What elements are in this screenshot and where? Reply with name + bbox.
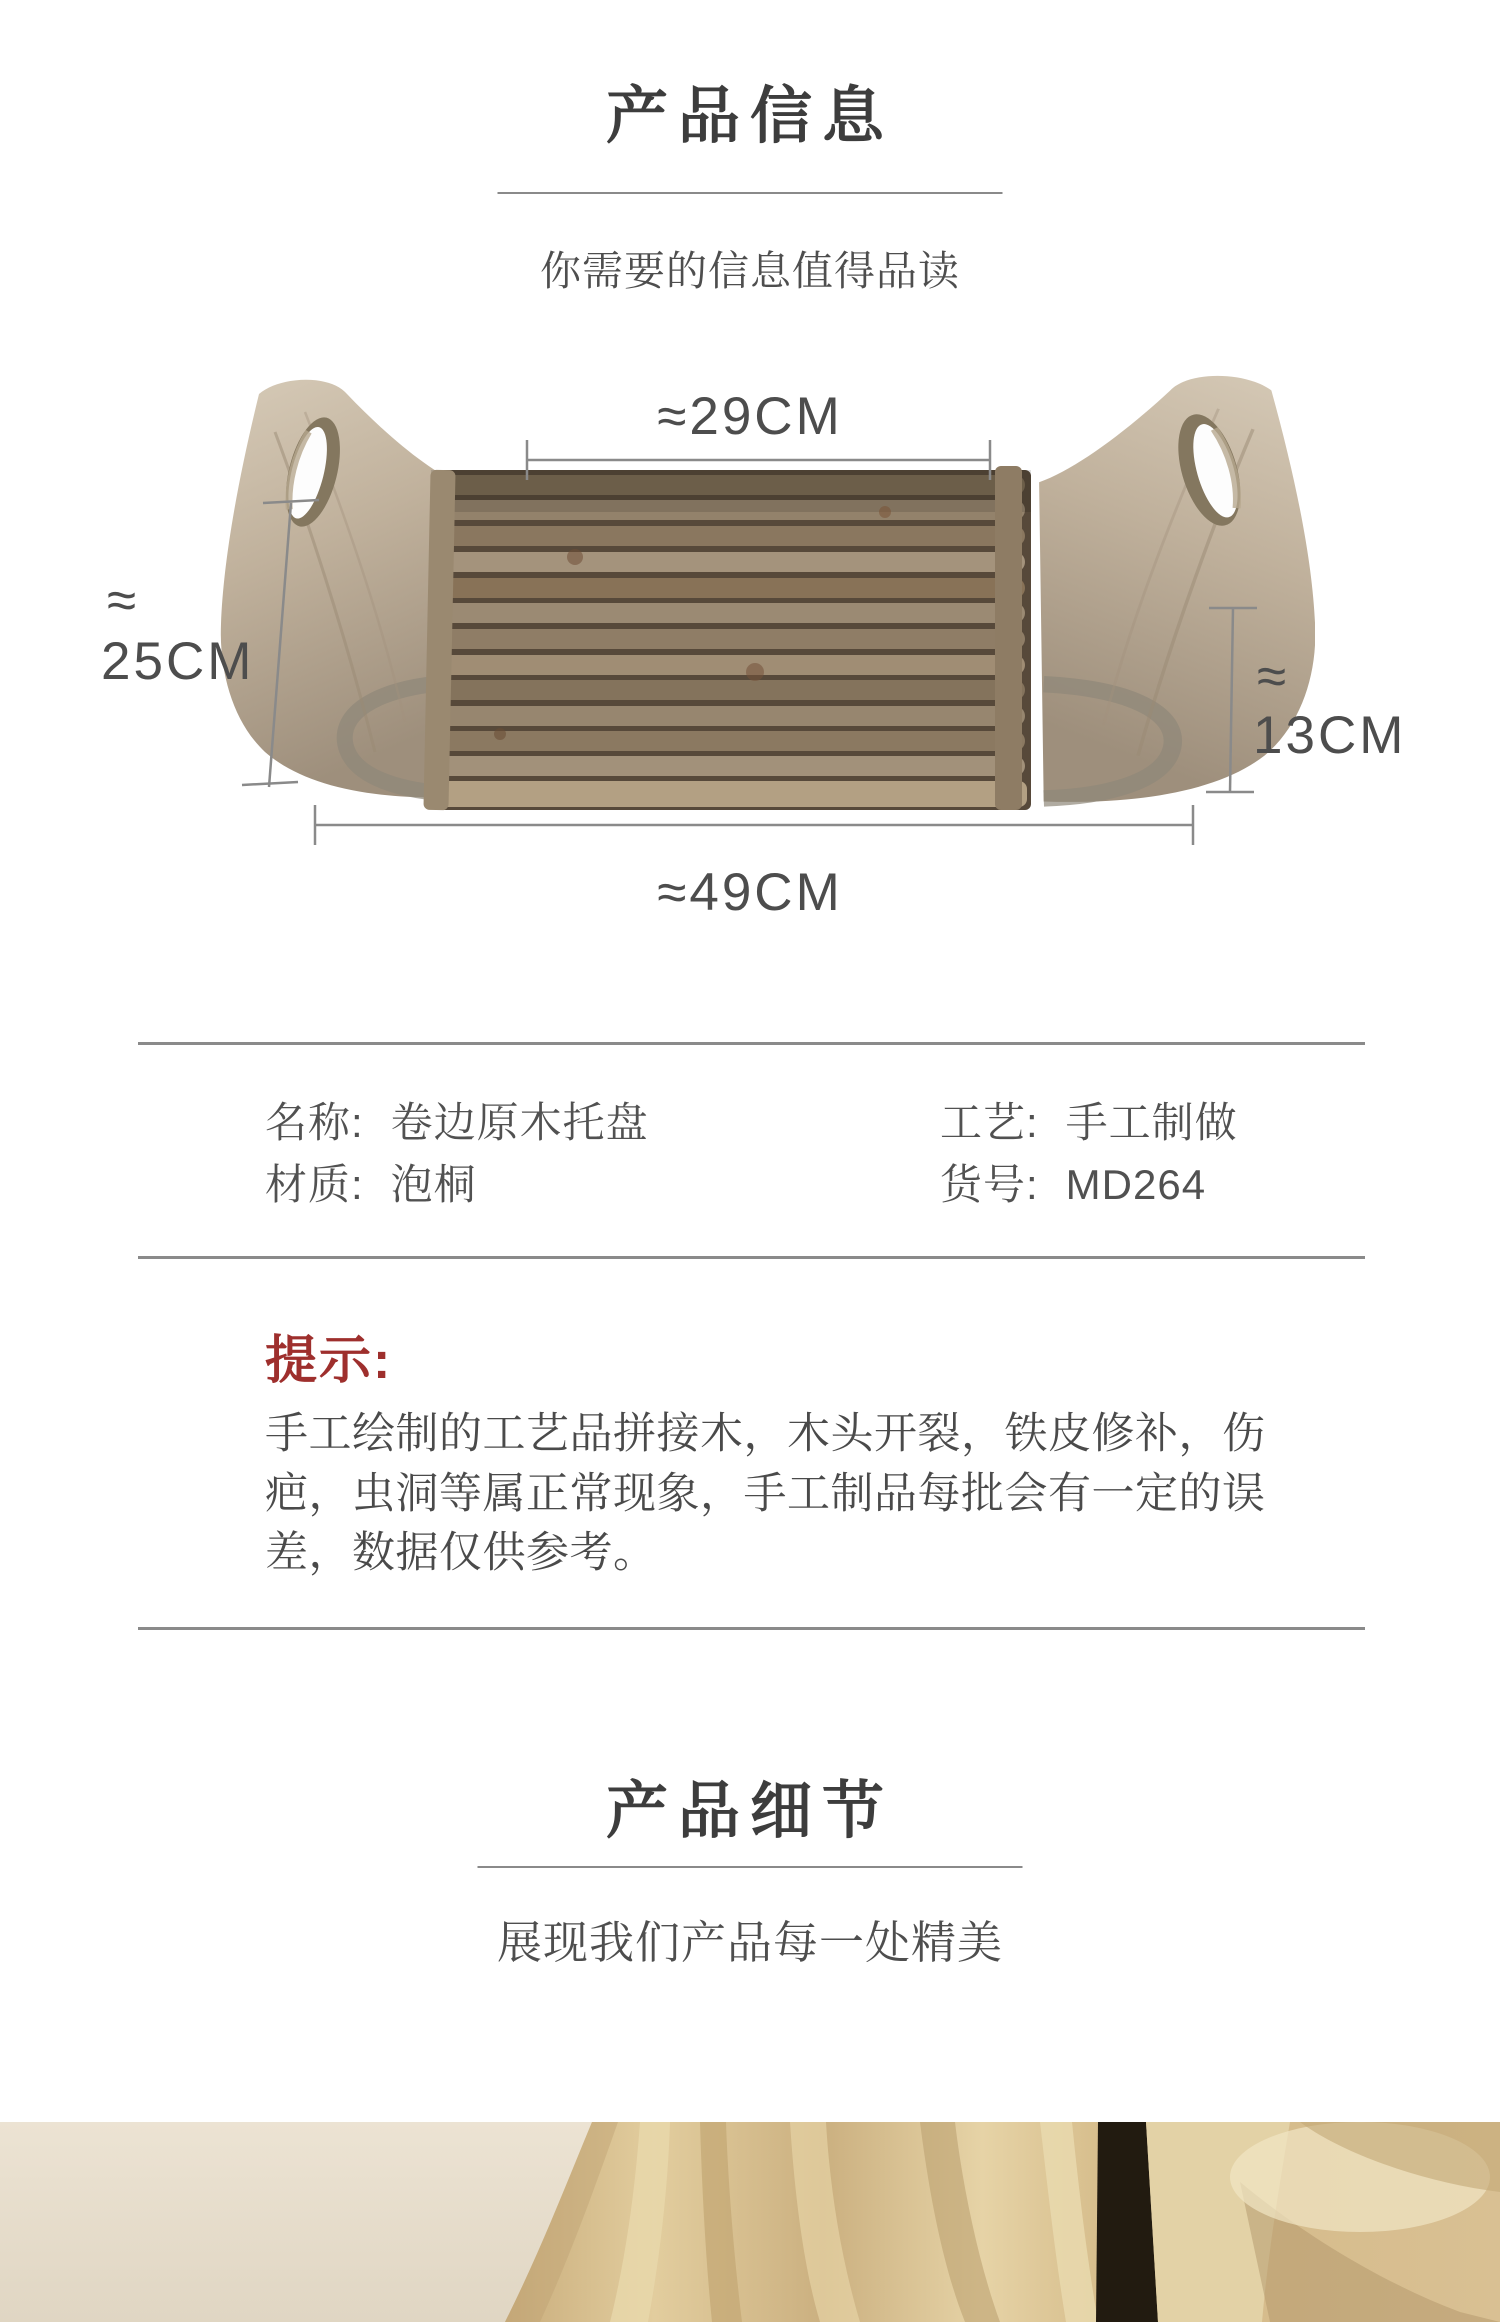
spec-value: 卷边原木托盘 (390, 1099, 649, 1146)
left-height-value: 25CM (101, 632, 255, 691)
spec-value: 手工制做 (1065, 1099, 1238, 1146)
dim-label-right-height (1253, 647, 1407, 765)
info-title-divider (498, 192, 1003, 194)
spec-row-material (265, 1162, 477, 1208)
dim-line-bottom-width (315, 805, 1193, 845)
specs-rule-bottom (138, 1256, 1365, 1259)
dim-line-right-height (1206, 608, 1257, 792)
spec-value: 泡桐 (390, 1161, 477, 1208)
dim-label-left-height (101, 571, 261, 691)
spec-label: 工艺: (940, 1099, 1039, 1146)
dim-line-top-width (527, 440, 990, 480)
spec-label: 货号: (940, 1161, 1039, 1208)
dim-label-top-width: ≈29CM (657, 387, 843, 446)
tips-heading: 提示: (265, 1332, 393, 1390)
dim-label-bottom-width: ≈49CM (657, 863, 843, 922)
info-section-subtitle: 你需要的信息值得品读 (540, 248, 960, 294)
approx-symbol: ≈ (107, 571, 140, 630)
info-section-title: 产品信息 (605, 83, 894, 151)
tips-text-line: 疤，虫洞等属正常现象，手工制品每批会有一定的误 (265, 1470, 1266, 1518)
spec-value: MD264 (1065, 1161, 1207, 1208)
tips-rule-bottom (138, 1627, 1365, 1630)
detail-section-title: 产品细节 (605, 1778, 894, 1846)
approx-symbol: ≈ (1257, 647, 1290, 706)
spec-label: 材质: (265, 1161, 364, 1208)
spec-label: 名称: (265, 1099, 364, 1146)
detail-section-subtitle: 展现我们产品每一处精美 (496, 1917, 1003, 1968)
lifestyle-photo (0, 2122, 1500, 2322)
spec-row-name (265, 1100, 649, 1146)
tips-text-line: 手工绘制的工艺品拼接木，木头开裂，铁皮修补，伤 (265, 1410, 1266, 1458)
spec-row-craft (940, 1100, 1238, 1146)
tips-text-line: 差，数据仅供参考。 (265, 1529, 657, 1577)
right-height-value: 13CM (1253, 706, 1407, 765)
detail-title-divider (478, 1866, 1023, 1868)
spec-row-item-number (940, 1162, 1206, 1208)
specs-rule-top (138, 1042, 1365, 1045)
